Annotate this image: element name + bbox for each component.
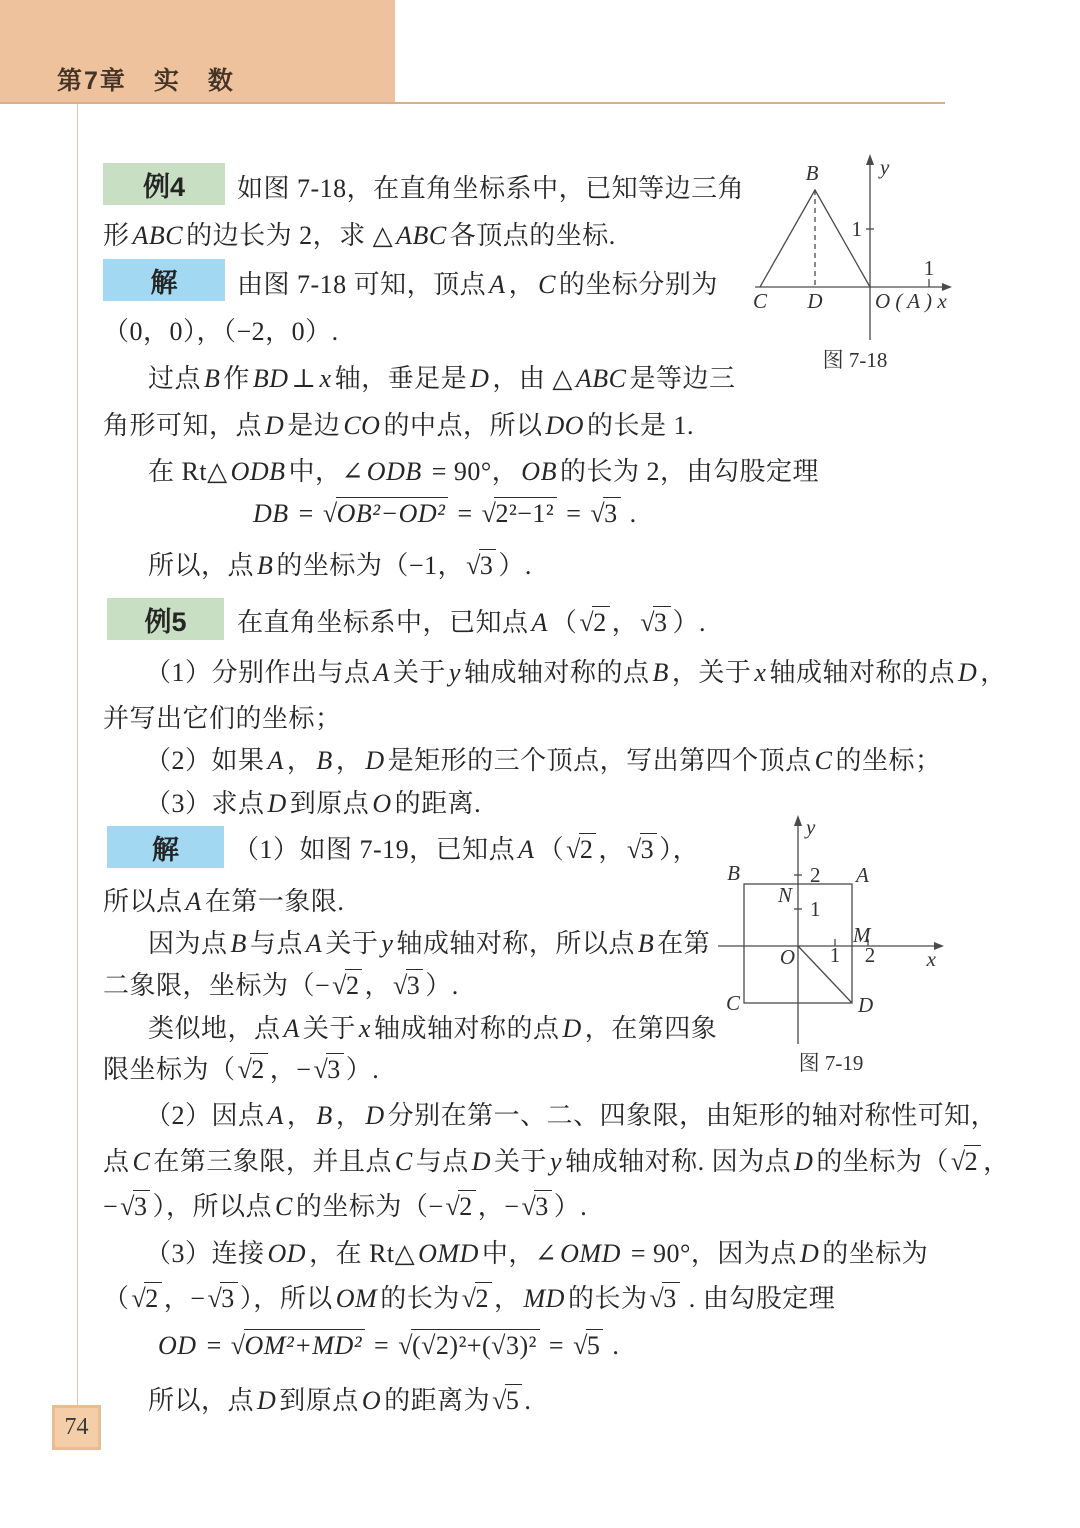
figure-7-18 [742, 150, 1072, 380]
text-line: （1）分别作出与点 A 关于 y 轴成轴对称的点 B ，关于 x 轴成轴对称的点 D ， [145, 658, 1007, 687]
text-line: 如图 7-18，在直角坐标系中，已知等边三角 [237, 174, 745, 203]
text-line: 所以，点 B 的坐标为（−1，√3 ）. [148, 551, 532, 580]
fig719-label-O: O [779, 945, 795, 969]
example5-solution-badge: 解 [107, 826, 224, 868]
fig718-label-B: B [805, 161, 819, 185]
text-line: （0，0），（−2，0）. [103, 317, 339, 346]
fig718-y-arrow-icon [866, 154, 874, 165]
fig718-label-O-A: O ( A ) [875, 289, 932, 313]
fig719-label-y: y [806, 815, 816, 839]
text-line: 二象限，坐标为（−√2 ，√3 ）. [103, 971, 459, 1000]
fig718-label-C: C [752, 289, 768, 313]
text-line: 形 ABC 的边长为 2，求 △ ABC 各顶点的坐标. [103, 221, 616, 250]
example4-badge: 例4 [103, 163, 225, 205]
equation-line: OD = √OM²+MD² = √(√2)²+(√3)² = √5 . [158, 1331, 620, 1360]
fig718-xtick-label: 1 [923, 256, 935, 280]
fig719-ytick1-label: 1 [810, 897, 821, 921]
header-rule [0, 102, 945, 104]
fig719-label-M: M [853, 923, 871, 947]
left-margin-rule [77, 104, 78, 1405]
example4-solution-badge: 解 [103, 259, 225, 301]
text-line: −√3 ），所以点 C 的坐标为（−√2 ，−√3 ）. [103, 1192, 588, 1221]
text-line: （3）连接 OD ，在 Rt△ OMD 中，∠ OMD = 90°，因为点 D 的坐标为 [145, 1239, 929, 1268]
text-line: （2）如果 A ， B ， D 是矩形的三个顶点，写出第四个顶点 C 的坐标； [145, 746, 942, 775]
text-line: 所以，点 D 到原点 O 的距离为√5 . [148, 1386, 532, 1415]
equation-line: DB = √OB²−OD² = √2²−1² = √3 . [253, 499, 637, 528]
text-line: 由图 7-18 可知，顶点 A ， C 的坐标分别为 [237, 270, 718, 299]
text-line: 因为点 B 与点 A 关于 y 轴成轴对称，所以点 B 在第 [148, 929, 711, 958]
fig718-label-y: y [880, 155, 890, 179]
text-line: 过点 B 作 BD ⊥ x 轴，垂足是 D ，由 △ ABC 是等边三 [148, 364, 736, 393]
text-line: 所以点 A 在第一象限. [103, 887, 345, 916]
fig719-label-N: N [777, 883, 792, 907]
fig718-label-D: D [807, 289, 823, 313]
fig719-xtick2-label: 2 [864, 943, 876, 967]
fig718-caption: 图 7-18 [822, 348, 888, 372]
text-line: （2）因点 A ， B ， D 分别在第一、二、四象限，由矩形的轴对称性可知， [145, 1101, 998, 1130]
fig718-label-x: x [937, 289, 947, 313]
text-line: 类似地，点 A 关于 x 轴成轴对称的点 D ，在第四象 [148, 1014, 718, 1043]
fig719-ytick2-label: 2 [810, 863, 821, 887]
text-line: （√2 ，−√3 ），所以 OM 的长为√2 ， MD 的长为√3 . 由勾股定理 [103, 1284, 836, 1313]
text-line: 并写出它们的坐标； [103, 704, 342, 733]
fig719-label-D: D [858, 993, 874, 1017]
fig719-caption: 图 7-19 [798, 1051, 864, 1075]
text-line: 在直角坐标系中，已知点 A （√2 ，√3 ）. [237, 608, 707, 637]
figure-7-19 [700, 812, 1040, 1082]
text-line: （3）求点 D 到原点 O 的距离. [145, 789, 482, 818]
fig719-label-A: A [856, 863, 869, 887]
fig719-label-x: x [926, 947, 936, 971]
fig719-diagonal-OD [798, 946, 852, 1003]
text-line: 角形可知，点 D 是边 CO 的中点，所以 DO 的长是 1. [103, 411, 695, 440]
fig719-xtick1-label: 1 [829, 943, 841, 967]
text-line: 在 Rt△ ODB 中，∠ ODB = 90°， OB 的长为 2，由勾股定理 [148, 457, 819, 486]
text-line: 限坐标为（√2 ，−√3 ）. [103, 1055, 380, 1084]
example5-badge: 例5 [107, 598, 224, 640]
chapter-title: 第7章 实 数 [57, 67, 235, 95]
text-line: （1）如图 7-19，已知点 A （√2 ，√3 ）， [233, 835, 700, 864]
page-number-box [52, 1405, 101, 1450]
fig719-y-arrow-icon [794, 815, 802, 826]
fig719-label-B: B [727, 861, 740, 885]
fig719-label-C: C [725, 991, 740, 1015]
fig718-ytick-label: 1 [851, 217, 862, 241]
page-number: 74 [64, 1414, 89, 1440]
text-line: 点 C 在第三象限，并且点 C 与点 D 关于 y 轴成轴对称. 因为点 D 的坐标为（√2 ， [103, 1147, 1010, 1176]
